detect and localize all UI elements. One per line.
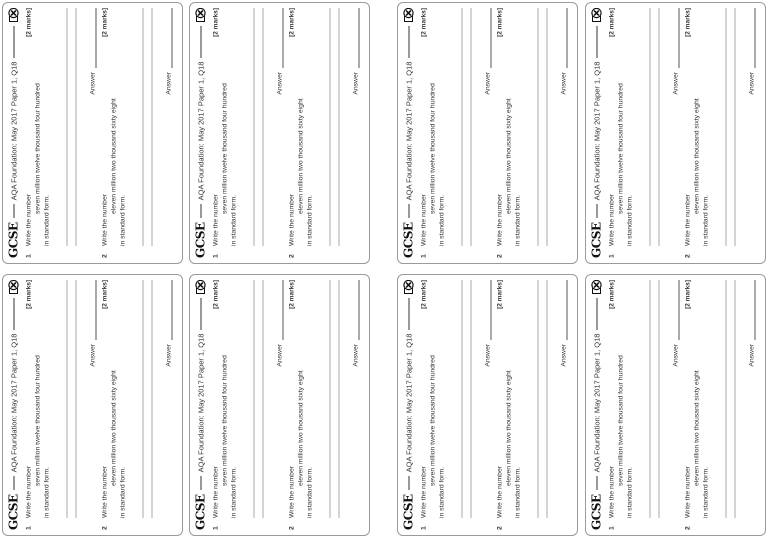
answer-area	[483, 8, 492, 95]
header-rule-right	[13, 298, 14, 330]
question-number: 2	[101, 254, 108, 258]
card-header	[192, 8, 208, 258]
working-line	[329, 8, 330, 246]
answer-line[interactable]	[282, 280, 283, 340]
header-rule-left	[13, 476, 14, 490]
answer-label: Answer	[89, 344, 96, 367]
question-intro: Write the number	[288, 465, 295, 518]
card-title: AQA Foundation: May 2017 Paper 1, Q18	[591, 333, 601, 473]
question-value-text: seven million twelve thousand four hundred	[34, 83, 41, 214]
question-instruction: in standard form.	[230, 467, 237, 518]
header-rule-right	[13, 26, 14, 58]
card-content	[585, 2, 766, 264]
working-line	[253, 8, 254, 246]
working-line	[725, 8, 726, 246]
working-lines	[641, 280, 659, 518]
worksheet-card	[397, 274, 578, 536]
question-text	[287, 8, 314, 246]
card-title: AQA Foundation: May 2017 Paper 1, Q18	[403, 61, 413, 201]
working-lines	[529, 8, 547, 246]
header-rule-left	[596, 204, 597, 218]
question-instruction: in standard form.	[702, 467, 709, 518]
working-lines	[453, 280, 471, 518]
answer-line[interactable]	[754, 8, 755, 68]
working-line	[546, 280, 547, 518]
working-line	[262, 8, 263, 246]
header-rule-left	[13, 204, 14, 218]
dr-frost-x-logo-icon	[401, 280, 415, 294]
worksheet-card	[189, 274, 370, 536]
working-line	[253, 280, 254, 518]
working-line	[329, 280, 330, 518]
header-rule-left	[596, 476, 597, 490]
answer-label: Answer	[352, 72, 359, 95]
working-lines	[245, 280, 263, 518]
header-rule-right	[408, 26, 409, 58]
working-line	[151, 280, 152, 518]
working-line	[470, 280, 471, 518]
question-intro: Write the number	[25, 465, 32, 518]
working-line	[75, 280, 76, 518]
question-marks: [2 marks]	[420, 280, 427, 309]
gcse-brand: GCSE	[6, 222, 20, 258]
working-line	[338, 280, 339, 518]
dr-frost-x-logo-icon	[6, 8, 20, 22]
working-line	[537, 280, 538, 518]
question-instruction: in standard form.	[514, 467, 521, 518]
answer-line[interactable]	[566, 280, 567, 340]
header-rule-left	[408, 204, 409, 218]
question-marks: [2 marks]	[25, 280, 32, 309]
question-value-text: seven million twelve thousand four hundred	[221, 83, 228, 214]
question-marks: [2 marks]	[684, 280, 691, 309]
working-line	[649, 8, 650, 246]
header-rule-right	[596, 298, 597, 330]
question-number: 2	[288, 254, 295, 258]
question-number: 1	[25, 254, 32, 258]
worksheet-card	[397, 2, 578, 264]
answer-label: Answer	[352, 344, 359, 367]
header-rule-right	[596, 26, 597, 58]
working-lines	[58, 280, 76, 518]
card-header	[588, 8, 604, 258]
question-text	[495, 280, 522, 518]
question-text	[211, 280, 238, 518]
question-value-text: eleven million two thousand sixty eight	[297, 98, 304, 214]
question-instruction: in standard form.	[438, 467, 445, 518]
answer-line[interactable]	[171, 280, 172, 340]
worksheet-card	[2, 2, 183, 264]
working-line	[734, 8, 735, 246]
question-intro: Write the number	[608, 193, 615, 246]
question-instruction: in standard form.	[119, 467, 126, 518]
question-instruction: in standard form.	[514, 195, 521, 246]
card-content	[189, 2, 370, 264]
answer-label: Answer	[165, 344, 172, 367]
question-text	[100, 280, 127, 518]
question-number: 2	[288, 526, 295, 530]
answer-label: Answer	[560, 72, 567, 95]
header-rule-left	[200, 476, 201, 490]
answer-area	[275, 8, 284, 95]
answer-label: Answer	[560, 344, 567, 367]
working-line	[66, 8, 67, 246]
answer-area	[275, 280, 284, 367]
question-intro: Write the number	[212, 193, 219, 246]
question-text	[100, 8, 127, 246]
question-intro: Write the number	[25, 193, 32, 246]
question-value-text: seven million twelve thousand four hundred	[34, 355, 41, 486]
dr-frost-x-logo-icon	[193, 280, 207, 294]
working-line	[725, 280, 726, 518]
gcse-brand: GCSE	[589, 222, 603, 258]
working-lines	[58, 8, 76, 246]
answer-line[interactable]	[358, 280, 359, 340]
card-title: AQA Foundation: May 2017 Paper 1, Q18	[8, 333, 18, 473]
working-line	[151, 8, 152, 246]
question-intro: Write the number	[420, 193, 427, 246]
question-marks: [2 marks]	[608, 280, 615, 309]
question-intro: Write the number	[101, 193, 108, 246]
dr-frost-x-logo-icon	[401, 8, 415, 22]
card-header	[588, 280, 604, 530]
header-rule-left	[408, 476, 409, 490]
dr-frost-x-logo-icon	[589, 280, 603, 294]
question-instruction: in standard form.	[626, 467, 633, 518]
answer-area	[88, 280, 97, 367]
question-instruction: in standard form.	[702, 195, 709, 246]
question-intro: Write the number	[608, 465, 615, 518]
question-number: 1	[420, 526, 427, 530]
working-line	[142, 8, 143, 246]
working-line	[66, 280, 67, 518]
working-line	[461, 280, 462, 518]
question-instruction: in standard form.	[306, 195, 313, 246]
worksheet-card	[2, 274, 183, 536]
working-line	[658, 280, 659, 518]
dr-frost-x-logo-icon	[193, 8, 207, 22]
card-content	[397, 274, 578, 536]
card-header	[5, 280, 21, 530]
card-header	[192, 280, 208, 530]
working-lines	[453, 8, 471, 246]
card-title: AQA Foundation: May 2017 Paper 1, Q18	[8, 61, 18, 201]
answer-area	[559, 8, 568, 95]
working-line	[470, 8, 471, 246]
answer-area	[747, 8, 756, 95]
dr-frost-x-logo-icon	[589, 8, 603, 22]
card-header	[5, 8, 21, 258]
answer-label: Answer	[484, 344, 491, 367]
working-line	[262, 280, 263, 518]
working-lines	[529, 280, 547, 518]
question-number: 2	[496, 254, 503, 258]
question-text	[683, 8, 710, 246]
question-intro: Write the number	[212, 465, 219, 518]
header-rule-right	[408, 298, 409, 330]
header-rule-right	[200, 298, 201, 330]
answer-label: Answer	[672, 72, 679, 95]
working-line	[734, 280, 735, 518]
working-lines	[717, 8, 735, 246]
answer-line[interactable]	[490, 280, 491, 340]
working-line	[546, 8, 547, 246]
answer-area	[559, 280, 568, 367]
answer-area	[164, 8, 173, 95]
question-text	[495, 8, 522, 246]
question-number: 1	[212, 526, 219, 530]
question-text	[607, 280, 634, 518]
working-line	[649, 280, 650, 518]
question-value-text: eleven million two thousand sixty eight	[297, 370, 304, 486]
answer-label: Answer	[672, 344, 679, 367]
question-text	[24, 280, 51, 518]
answer-area	[351, 280, 360, 367]
question-intro: Write the number	[684, 465, 691, 518]
gcse-brand: GCSE	[589, 494, 603, 530]
question-value-text: seven million twelve thousand four hundred	[429, 83, 436, 214]
question-instruction: in standard form.	[626, 195, 633, 246]
worksheet-card	[189, 2, 370, 264]
question-value-text: eleven million two thousand sixty eight	[505, 98, 512, 214]
question-text	[24, 8, 51, 246]
question-value-text: eleven million two thousand sixty eight	[693, 370, 700, 486]
card-header	[400, 8, 416, 258]
question-text	[419, 8, 446, 246]
question-marks: [2 marks]	[288, 8, 295, 37]
gcse-brand: GCSE	[193, 222, 207, 258]
card-content	[2, 274, 183, 536]
question-number: 1	[420, 254, 427, 258]
question-marks: [2 marks]	[608, 8, 615, 37]
answer-area	[671, 280, 680, 367]
question-value-text: eleven million two thousand sixty eight	[693, 98, 700, 214]
answer-label: Answer	[748, 72, 755, 95]
answer-line[interactable]	[678, 8, 679, 68]
question-instruction: in standard form.	[230, 195, 237, 246]
question-value-text: seven million twelve thousand four hundred	[221, 355, 228, 486]
question-instruction: in standard form.	[119, 195, 126, 246]
working-line	[658, 8, 659, 246]
question-marks: [2 marks]	[101, 8, 108, 37]
question-number: 1	[608, 526, 615, 530]
answer-label: Answer	[89, 72, 96, 95]
question-marks: [2 marks]	[25, 8, 32, 37]
answer-area	[671, 8, 680, 95]
question-marks: [2 marks]	[684, 8, 691, 37]
working-line	[461, 8, 462, 246]
question-value-text: seven million twelve thousand four hundred	[617, 355, 624, 486]
working-lines	[641, 8, 659, 246]
question-value-text: eleven million two thousand sixty eight	[110, 98, 117, 214]
question-number: 2	[684, 526, 691, 530]
question-number: 1	[25, 526, 32, 530]
working-line	[142, 280, 143, 518]
question-intro: Write the number	[101, 465, 108, 518]
answer-line[interactable]	[358, 8, 359, 68]
question-instruction: in standard form.	[438, 195, 445, 246]
worksheet-card	[585, 2, 766, 264]
question-text	[211, 8, 238, 246]
answer-label: Answer	[484, 72, 491, 95]
question-text	[683, 280, 710, 518]
working-lines	[134, 280, 152, 518]
working-lines	[245, 8, 263, 246]
gcse-brand: GCSE	[401, 494, 415, 530]
question-marks: [2 marks]	[212, 280, 219, 309]
answer-line[interactable]	[171, 8, 172, 68]
working-line	[338, 8, 339, 246]
question-instruction: in standard form.	[306, 467, 313, 518]
answer-area	[747, 280, 756, 367]
answer-area	[88, 8, 97, 95]
answer-area	[164, 280, 173, 367]
question-marks: [2 marks]	[101, 280, 108, 309]
dr-frost-x-logo-icon	[6, 280, 20, 294]
card-content	[189, 274, 370, 536]
card-header	[400, 280, 416, 530]
question-value-text: eleven million two thousand sixty eight	[505, 370, 512, 486]
answer-label: Answer	[165, 72, 172, 95]
question-number: 2	[496, 526, 503, 530]
answer-line[interactable]	[678, 280, 679, 340]
question-number: 2	[684, 254, 691, 258]
worksheet-card	[585, 274, 766, 536]
gcse-brand: GCSE	[401, 222, 415, 258]
header-rule-left	[200, 204, 201, 218]
question-intro: Write the number	[496, 465, 503, 518]
card-title: AQA Foundation: May 2017 Paper 1, Q18	[195, 333, 205, 473]
working-lines	[321, 280, 339, 518]
answer-line[interactable]	[566, 8, 567, 68]
answer-label: Answer	[748, 344, 755, 367]
question-number: 1	[608, 254, 615, 258]
header-rule-right	[200, 26, 201, 58]
question-number: 1	[212, 254, 219, 258]
working-lines	[321, 8, 339, 246]
answer-label: Answer	[276, 344, 283, 367]
question-text	[287, 280, 314, 518]
question-number: 2	[101, 526, 108, 530]
question-marks: [2 marks]	[212, 8, 219, 37]
answer-line[interactable]	[95, 8, 96, 68]
question-marks: [2 marks]	[420, 8, 427, 37]
question-intro: Write the number	[420, 465, 427, 518]
card-title: AQA Foundation: May 2017 Paper 1, Q18	[195, 61, 205, 201]
question-instruction: in standard form.	[43, 195, 50, 246]
question-text	[607, 8, 634, 246]
gcse-brand: GCSE	[193, 494, 207, 530]
question-instruction: in standard form.	[43, 467, 50, 518]
working-lines	[134, 8, 152, 246]
question-value-text: eleven million two thousand sixty eight	[110, 370, 117, 486]
answer-line[interactable]	[282, 8, 283, 68]
working-lines	[717, 280, 735, 518]
gcse-brand: GCSE	[6, 494, 20, 530]
answer-line[interactable]	[490, 8, 491, 68]
question-value-text: seven million twelve thousand four hundred	[617, 83, 624, 214]
working-line	[75, 8, 76, 246]
question-marks: [2 marks]	[496, 280, 503, 309]
question-value-text: seven million twelve thousand four hundred	[429, 355, 436, 486]
question-text	[419, 280, 446, 518]
question-intro: Write the number	[684, 193, 691, 246]
working-line	[537, 8, 538, 246]
answer-line[interactable]	[754, 280, 755, 340]
question-marks: [2 marks]	[496, 8, 503, 37]
answer-area	[351, 8, 360, 95]
question-marks: [2 marks]	[288, 280, 295, 309]
question-intro: Write the number	[288, 193, 295, 246]
answer-label: Answer	[276, 72, 283, 95]
question-intro: Write the number	[496, 193, 503, 246]
card-content	[585, 274, 766, 536]
card-title: AQA Foundation: May 2017 Paper 1, Q18	[403, 333, 413, 473]
answer-area	[483, 280, 492, 367]
card-content	[397, 2, 578, 264]
card-content	[2, 2, 183, 264]
card-title: AQA Foundation: May 2017 Paper 1, Q18	[591, 61, 601, 201]
answer-line[interactable]	[95, 280, 96, 340]
